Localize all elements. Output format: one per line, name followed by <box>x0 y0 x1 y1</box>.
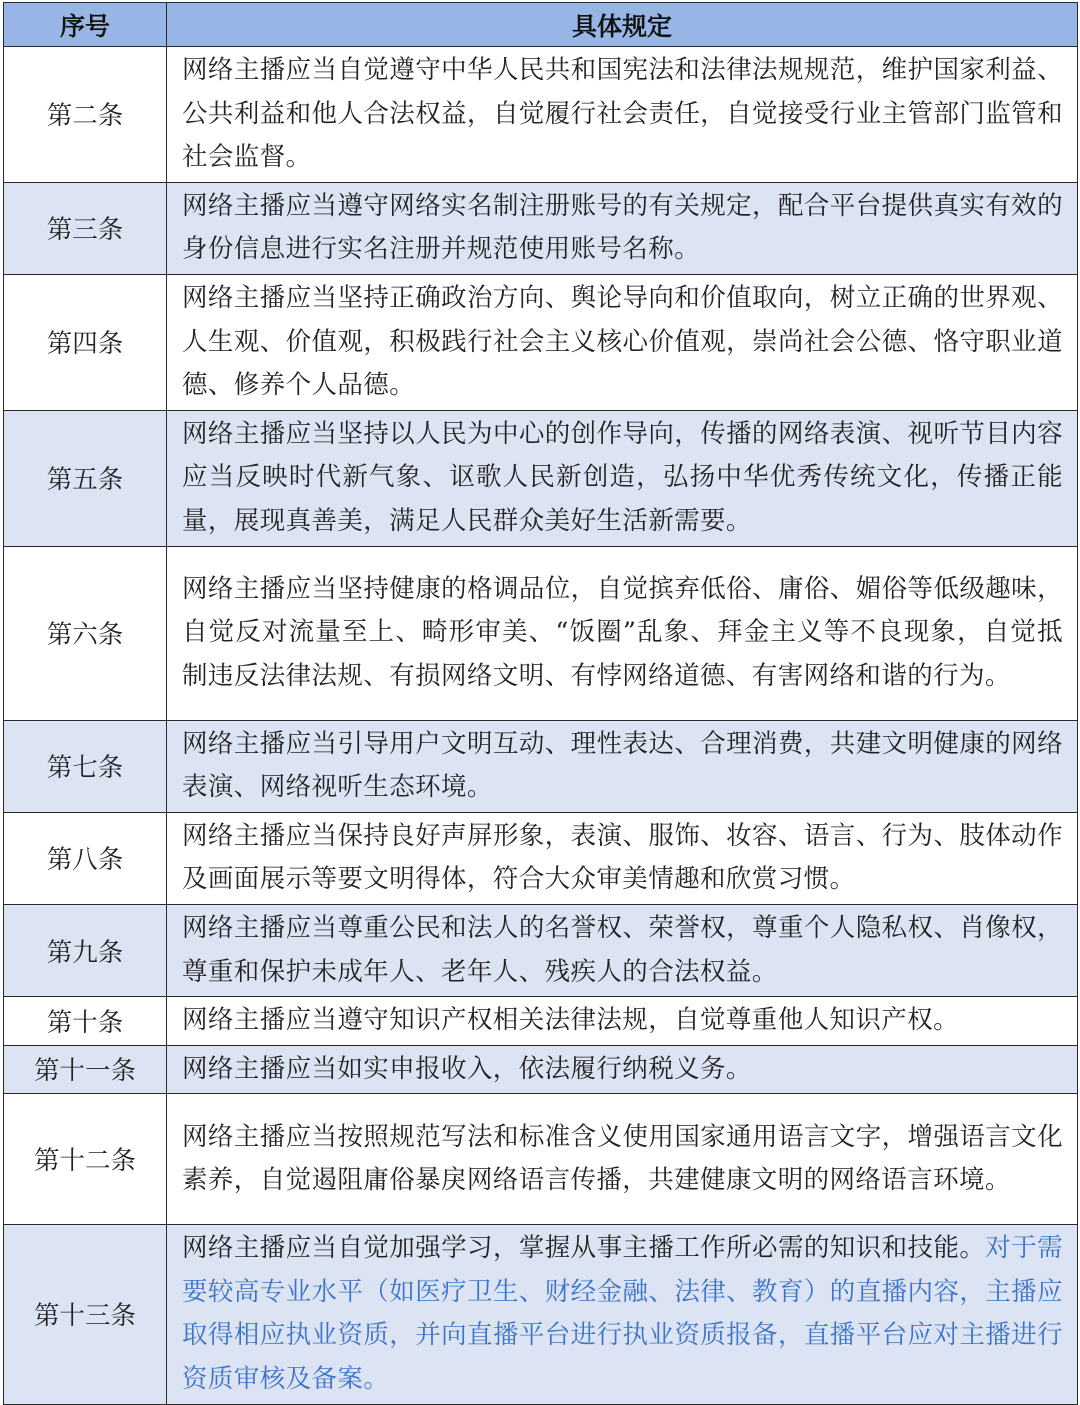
article-number: 第九条 <box>4 904 167 996</box>
table-row <box>4 1045 1078 1094</box>
article-number: 第十二条 <box>4 1094 167 1225</box>
table-row <box>4 1225 1078 1404</box>
article-number: 第五条 <box>4 410 167 546</box>
header-number: 序号 <box>4 3 167 47</box>
table-row <box>4 182 1078 274</box>
article-text: 网络主播应当引导用户文明互动、理性表达、合理消费，共建文明健康的网络表演、网络视听生态环境。 <box>167 720 1078 812</box>
table-row <box>4 812 1078 904</box>
article-number: 第十三条 <box>4 1225 167 1404</box>
table-header-row <box>4 3 1078 47</box>
header-provision: 具体规定 <box>167 3 1078 47</box>
article-text: 网络主播应当按照规范写法和标准含义使用国家通用语言文字，增强语言文化素养，自觉遏阻庸俗暴戾网络语言传播，共建健康文明的网络语言环境。 <box>167 1094 1078 1225</box>
article-text: 网络主播应当坚持健康的格调品位，自觉摈弃低俗、庸俗、媚俗等低级趣味，自觉反对流量至上、畸形审美、“饭圈”乱象、拜金主义等不良现象，自觉抵制违反法律法规、有损网络文明、有悖网络道德、有害网络和谐的行为。 <box>167 546 1078 720</box>
table-row <box>4 997 1078 1046</box>
table-row <box>4 720 1078 812</box>
article-number: 第二条 <box>4 47 167 183</box>
table-row <box>4 1094 1078 1225</box>
article-number: 第十一条 <box>4 1045 167 1094</box>
article-text: 网络主播应当自觉加强学习，掌握从事主播工作所必需的知识和技能。对于需要较高专业水平（如医疗卫生、财经金融、法律、教育）的直播内容，主播应取得相应执业资质，并向直播平台进行执业资质报备，直播平台应对主播进行资质审核及备案。 <box>167 1225 1078 1404</box>
article-text: 网络主播应当保持良好声屏形象，表演、服饰、妆容、语言、行为、肢体动作及画面展示等要文明得体，符合大众审美情趣和欣赏习惯。 <box>167 812 1078 904</box>
article-number: 第八条 <box>4 812 167 904</box>
article-text: 网络主播应当如实申报收入，依法履行纳税义务。 <box>167 1045 1078 1094</box>
table-row <box>4 904 1078 996</box>
article-number: 第四条 <box>4 274 167 410</box>
article-text: 网络主播应当遵守网络实名制注册账号的有关规定，配合平台提供真实有效的身份信息进行实名注册并规范使用账号名称。 <box>167 182 1078 274</box>
article-text: 网络主播应当坚持以人民为中心的创作导向，传播的网络表演、视听节目内容应当反映时代新气象、讴歌人民新创造，弘扬中华优秀传统文化，传播正能量，展现真善美，满足人民群众美好生活新需要。 <box>167 410 1078 546</box>
article-text: 网络主播应当坚持正确政治方向、舆论导向和价值取向，树立正确的世界观、人生观、价值观，积极践行社会主义核心价值观，崇尚社会公德、恪守职业道德、修养个人品德。 <box>167 274 1078 410</box>
table-row <box>4 546 1078 720</box>
article-text: 网络主播应当遵守知识产权相关法律法规，自觉尊重他人知识产权。 <box>167 997 1078 1046</box>
table-row <box>4 47 1078 183</box>
article-number: 第六条 <box>4 546 167 720</box>
regulations-table <box>3 2 1078 1405</box>
article-text: 网络主播应当自觉遵守中华人民共和国宪法和法律法规规范，维护国家利益、公共利益和他人合法权益，自觉履行社会责任，自觉接受行业主管部门监管和社会监督。 <box>167 47 1078 183</box>
highlighted-text: 对于需要较高专业水平（如医疗卫生、财经金融、法律、教育）的直播内容，主播应取得相应执业资质，并向直播平台进行执业资质报备，直播平台应对主播进行资质审核及备案。 <box>182 1233 1064 1395</box>
article-text: 网络主播应当尊重公民和法人的名誉权、荣誉权，尊重个人隐私权、肖像权，尊重和保护未成年人、老年人、残疾人的合法权益。 <box>167 904 1078 996</box>
article-number: 第七条 <box>4 720 167 812</box>
article-number: 第三条 <box>4 182 167 274</box>
table-row <box>4 274 1078 410</box>
table-row <box>4 410 1078 546</box>
article-number: 第十条 <box>4 997 167 1046</box>
